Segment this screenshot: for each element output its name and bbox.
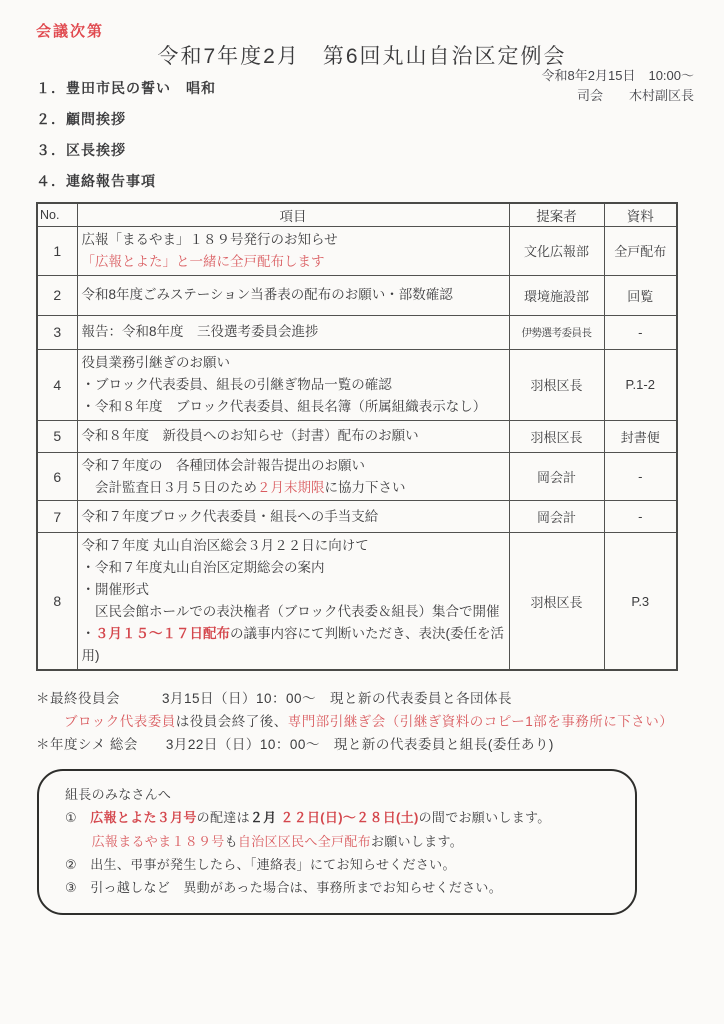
notice-box: [37, 769, 637, 915]
note-line: ブロック代表委員は役員会終了後、専門部引継ぎ会（引継ぎ資料のコピー1部を事務所に下さい）: [36, 713, 674, 729]
header-item: 項目: [77, 203, 509, 227]
table-row: [37, 452, 677, 501]
cell-item: [77, 275, 509, 315]
header-material: 資料: [604, 203, 677, 227]
item-line: 会計監査日３月５日のため２月末期限に協力下さい: [81, 479, 406, 495]
corner-label: 会議次第: [36, 23, 105, 40]
item-line: ・令和８年度 ブロック代表委員、組長名簿（所属組織表示なし）: [81, 398, 487, 414]
agenda-table: [36, 202, 678, 671]
cell-proposer: 岡会計: [509, 501, 604, 533]
table-row: [37, 533, 677, 670]
cell-no: 5: [37, 420, 77, 452]
item-line: 区民会館ホールでの表決権者（ブロック代表委＆組長）集合で開催: [81, 604, 500, 620]
agenda-table-body: [37, 227, 677, 670]
cell-material: 全戸配布: [604, 227, 677, 276]
cell-no: 8: [37, 533, 77, 670]
cell-item: [77, 315, 509, 349]
meeting-mc: 司会 木村副区長: [576, 87, 694, 103]
cell-proposer: 文化広報部: [509, 227, 604, 276]
item-line: 報告：令和8年度 三役選考委員会進捗: [81, 324, 319, 340]
item-line: ・３月１５～１７日配布の議事内容にて判断いただき、表決(委任を活用): [81, 625, 504, 663]
notice-line: ③ 引っ越しなど 異動があった場合は、事務所までお知らせください。: [65, 879, 503, 895]
item-line: ・令和７年度丸山自治区定期総会の案内: [81, 560, 325, 576]
cell-item: [77, 227, 509, 276]
notice-line: 広報まるやま１８９号も自治区区民へ全戸配布お願いします。: [65, 833, 463, 849]
cell-item: [77, 452, 509, 501]
item-line: 役員業務引継ぎのお願い: [81, 354, 230, 370]
table-row: [37, 420, 677, 452]
table-header-row: [37, 203, 677, 227]
item-line: 令和７年度ブロック代表委員・組長への手当支給: [81, 509, 379, 524]
page-title: 令和7年度2月 第6回丸山自治区定例会: [157, 45, 567, 68]
table-row: [37, 227, 677, 276]
agenda-item: ４．連絡報告事項: [36, 173, 156, 189]
cell-material: -: [604, 452, 677, 501]
cell-material: -: [604, 315, 677, 349]
notice-lines: [65, 806, 617, 899]
item-line: 広報「まるやま」１８９号発行のお知らせ: [81, 232, 338, 247]
item-line: 令和８年度 新役員へのお知らせ（封書）配布のお願い: [81, 428, 419, 444]
agenda-item: ３．区長挨拶: [36, 142, 126, 158]
item-line: 「広報とよた」と一緒に全戸配布します: [81, 253, 325, 269]
note-line: ＊年度シメ 総会 3月22日（日）10：00～ 現と新の代表委員と組長(委任あり): [36, 737, 554, 753]
notice-line: ② 出生、弔事が発生したら、「連絡表」にてお知らせください。: [65, 856, 456, 872]
table-row: [37, 315, 677, 349]
cell-no: 6: [37, 452, 77, 501]
agenda-item: ２．顧問挨拶: [36, 111, 126, 127]
header-no: No.: [37, 203, 77, 227]
cell-item: [77, 420, 509, 452]
table-row: [37, 349, 677, 420]
cell-proposer: 羽根区長: [509, 349, 604, 420]
cell-no: 2: [37, 275, 77, 315]
meeting-meta: [542, 66, 694, 105]
notes-section: [36, 687, 680, 757]
cell-item: [77, 533, 509, 670]
cell-material: 封書便: [604, 420, 677, 452]
item-line: ・ブロック代表委員、組長の引継ぎ物品一覧の確認: [81, 376, 392, 392]
cell-material: P.1-2: [604, 349, 677, 420]
item-line: 令和8年度ごみステーション当番表の配布のお願い・部数確認: [81, 287, 453, 303]
cell-proposer: 環境施設部: [509, 275, 604, 315]
cell-material: -: [604, 501, 677, 533]
item-line: 令和７年度 丸山自治区総会３月２２日に向けて: [81, 538, 369, 554]
cell-no: 3: [37, 315, 77, 349]
cell-proposer: 羽根区長: [509, 533, 604, 670]
cell-material: P.3: [604, 533, 677, 670]
notice-heading: 組長のみなさんへ: [65, 787, 172, 803]
item-line: ・開催形式: [81, 582, 149, 598]
agenda-item: １．豊田市民の誓い 唱和: [36, 80, 216, 96]
cell-proposer: 伊勢選考委員長: [509, 315, 604, 349]
cell-material: 回覧: [604, 275, 677, 315]
cell-item: [77, 501, 509, 533]
note-line: ＊最終役員会 3月15日（日）10：00～ 現と新の代表委員と各団体長: [36, 690, 513, 706]
meeting-date: 令和8年2月15日 10:00～: [541, 68, 694, 83]
cell-proposer: 岡会計: [509, 452, 604, 501]
item-line: 令和７年度の 各種団体会計報告提出のお願い: [81, 457, 365, 473]
cell-no: 7: [37, 501, 77, 533]
table-row: [37, 275, 677, 315]
table-row: [37, 501, 677, 533]
notice-line: ① 広報とよた３月号の配達は２月 ２２日(日)～２８日(土)の間でお願いします。: [65, 810, 551, 826]
cell-item: [77, 349, 509, 420]
header-proposer: 提案者: [509, 203, 604, 227]
cell-no: 1: [37, 227, 77, 276]
cell-proposer: 羽根区長: [509, 420, 604, 452]
cell-no: 4: [37, 349, 77, 420]
